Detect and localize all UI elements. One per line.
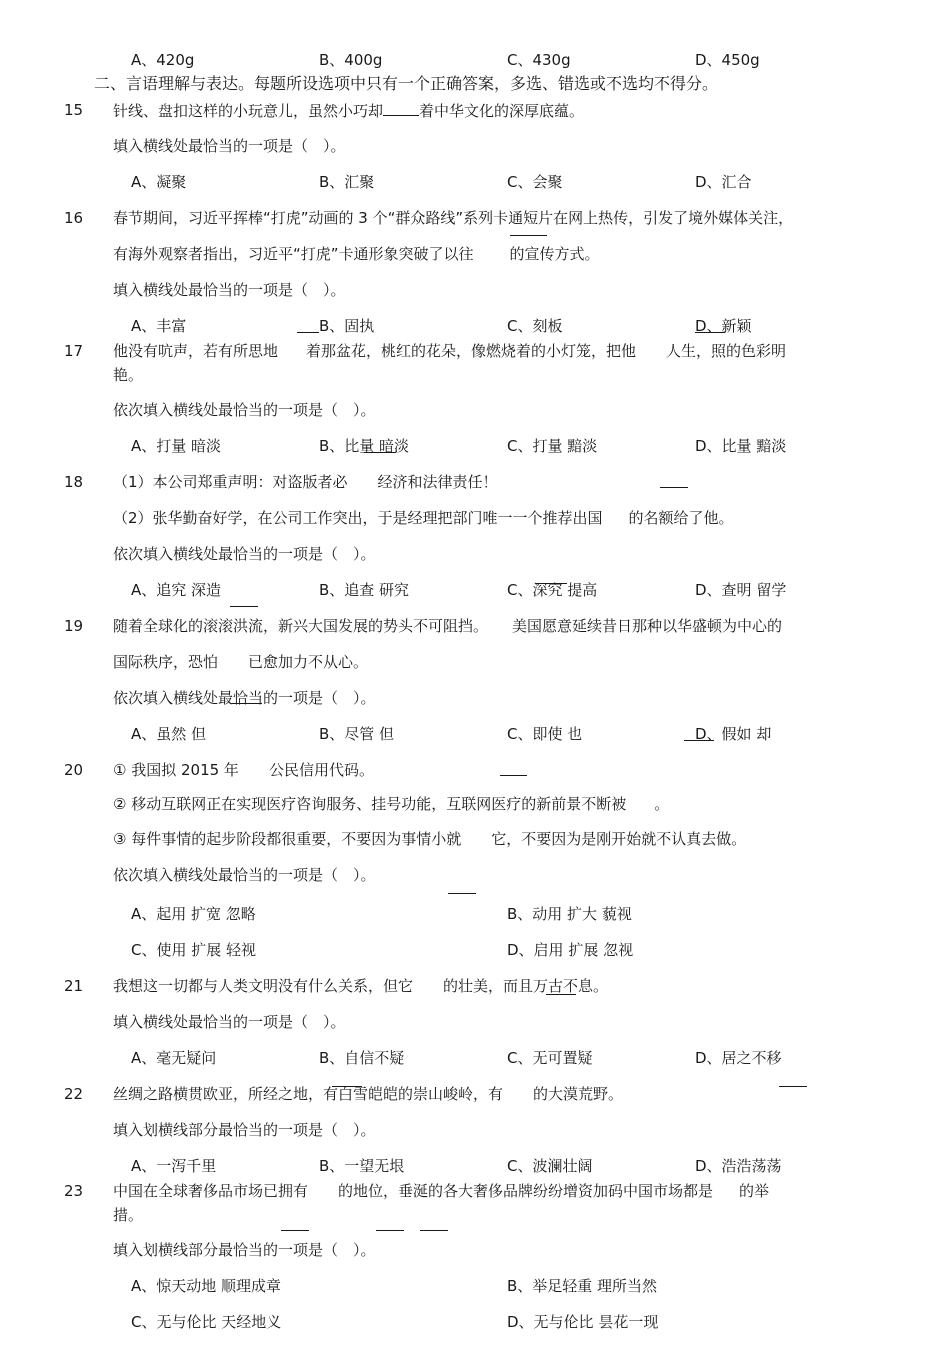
- q19-option-d: D、假如 却: [695, 725, 772, 743]
- q23-blank-line-2: [376, 1230, 404, 1231]
- q18-prompt: 依次填入横线处最恰当的一项是（ ）。: [113, 545, 376, 563]
- q14-option-d: D、450g: [695, 51, 760, 69]
- section-heading: 二、言语理解与表达。每题所设选项中只有一个正确答案，多选、错选或不选均不得分。: [94, 74, 719, 93]
- q19-prompt: 依次填入横线处最恰当的一项是（ ）。: [113, 689, 376, 707]
- q20-stem-line2: ② 移动互联网正在实现医疗咨询服务、挂号功能，互联网医疗的新前景不断被 。: [113, 795, 670, 813]
- q20-stem-line1: ① 我国拟 2015 年 公民信用代码。: [113, 761, 374, 779]
- q17-stem-line1: 他没有吭声，若有所思地 着那盆花，桃红的花朵，像燃烧着的小灯笼，把他 人生，照的色彩明: [113, 342, 787, 360]
- q15-number: 15: [64, 101, 84, 119]
- q20-prompt: 依次填入横线处最恰当的一项是（ ）。: [113, 866, 376, 884]
- q18-number: 18: [64, 473, 84, 491]
- q18-option-d: D、查明 留学: [695, 581, 787, 599]
- q19-stem-line2: 国际秩序，恐怕 已愈加力不从心。: [113, 653, 369, 671]
- q18-option-b: B、追查 研究: [319, 581, 410, 599]
- q15-option-d: D、汇合: [695, 173, 752, 191]
- q15-option-a: A、凝聚: [131, 173, 187, 191]
- q21-option-c: C、无可置疑: [507, 1049, 593, 1067]
- q23-option-c: C、无与伦比 天经地义: [131, 1313, 282, 1331]
- q19-option-c: C、即使 也: [507, 725, 583, 743]
- q18-stem-line1: （1）本公司郑重声明：对盗版者必 经济和法律责任！: [113, 473, 498, 491]
- q15-blank: [383, 101, 419, 116]
- q16-stem-line1: 春节期间，习近平挥棒“打虎”动画的 3 个“群众路线”系列卡通短片在网上热传，引发了境外媒体关注，: [113, 209, 794, 227]
- q21-mark-line: [546, 994, 576, 995]
- q16-mark-line-d: [695, 332, 725, 333]
- q16-number: 16: [64, 209, 84, 227]
- q15-option-c: C、会聚: [507, 173, 563, 191]
- q23-option-d: D、无与伦比 昙花一现: [507, 1313, 659, 1331]
- q21-stem: 我想这一切都与人类文明没有什么关系，但它 的壮美，而且万古不息。: [113, 977, 609, 995]
- q17-prompt: 依次填入横线处最恰当的一项是（ ）。: [113, 401, 376, 419]
- q22-option-c: C、波澜壮阔: [507, 1157, 593, 1175]
- q16-prompt: 填入横线处最恰当的一项是（ ）。: [113, 281, 346, 299]
- q22-prompt: 填入划横线部分最恰当的一项是（ ）。: [113, 1121, 376, 1139]
- q21-number: 21: [64, 977, 84, 995]
- q16-blank-line: [510, 235, 547, 236]
- q23-prompt: 填入划横线部分最恰当的一项是（ ）。: [113, 1241, 376, 1259]
- q17-option-d: D、比量 黯淡: [695, 437, 787, 455]
- q23-blank-line-1: [281, 1230, 309, 1231]
- q22-blank-line-top: [779, 1086, 807, 1087]
- q16-option-d: D、新颖: [695, 317, 752, 335]
- q20-option-b: B、动用 扩大 藐视: [507, 905, 632, 923]
- q15-prompt: 填入横线处最恰当的一项是（ ）。: [113, 137, 346, 155]
- q19-stem-line1: 随着全球化的滚滚洪流，新兴大国发展的势头不可阻挡。 美国愿意延续昔日那种以华盛顿为中心的: [113, 617, 783, 635]
- q22-stem: 丝绸之路横贯欧亚，所经之地，有白雪皑皑的崇山峻岭，有 的大漠荒野。: [113, 1085, 624, 1103]
- q20-stem-line3: ③ 每件事情的起步阶段都很重要，不要因为事情小就 它，不要因为是刚开始就不认真去做。: [113, 830, 747, 848]
- q19-number: 19: [64, 617, 84, 635]
- q22-mark-line: [332, 1086, 362, 1087]
- q16-option-c: C、刻板: [507, 317, 563, 335]
- q18-option-c: C、深究 提高: [507, 581, 598, 599]
- q19-mark-line: [232, 703, 262, 704]
- q23-number: 23: [64, 1182, 84, 1200]
- q18-mark-line-a: [230, 606, 258, 607]
- q17-option-c: C、打量 黯淡: [507, 437, 598, 455]
- q23-option-b: B、举足轻重 理所当然: [507, 1277, 658, 1295]
- q19-option-b: B、尽管 但: [319, 725, 395, 743]
- q17-mark-line: [364, 452, 396, 453]
- q23-blank-line-3: [420, 1230, 448, 1231]
- q17-number: 17: [64, 342, 84, 360]
- q23-stem-line1: 中国在全球奢侈品市场已拥有 的地位，垂涎的各大奢侈品牌纷纷增资加码中国市场都是 的举: [113, 1182, 770, 1200]
- q23-option-a: A、惊天动地 顺理成章: [131, 1277, 282, 1295]
- q21-option-d: D、居之不移: [695, 1049, 782, 1067]
- q16-stem-line2: 有海外观察者指出，习近平“打虎”卡通形象突破了以往 的宣传方式。: [113, 245, 600, 263]
- q21-prompt: 填入横线处最恰当的一项是（ ）。: [113, 1013, 346, 1031]
- q18-blank-line: [660, 487, 688, 488]
- q15-stem: 针线、盘扣这样的小玩意儿，虽然小巧却 着中华文化的深厚底蕴。: [113, 102, 585, 120]
- q19-option-a: A、虽然 但: [131, 725, 207, 743]
- q22-option-d: D、浩浩荡荡: [695, 1157, 782, 1175]
- q20-blank-line-1: [500, 775, 527, 776]
- q20-option-a: A、起用 扩宽 忽略: [131, 905, 256, 923]
- q16-mark-line-b: [297, 332, 319, 333]
- q17-option-b: B、比量 暗淡: [319, 437, 410, 455]
- q15-option-b: B、汇聚: [319, 173, 375, 191]
- q16-option-a: A、丰富: [131, 317, 187, 335]
- q20-number: 20: [64, 761, 84, 779]
- q20-blank-line-2: [448, 893, 476, 894]
- q21-option-a: A、毫无疑问: [131, 1049, 217, 1067]
- q18-option-a: A、追究 深造: [131, 581, 222, 599]
- q16-option-b: B、固执: [319, 317, 375, 335]
- q14-option-b: B、400g: [319, 51, 383, 69]
- q23-stem-line2: 措。: [113, 1206, 144, 1224]
- q19-mark-line-d: [684, 740, 714, 741]
- q21-option-b: B、自信不疑: [319, 1049, 405, 1067]
- q17-option-a: A、打量 暗淡: [131, 437, 222, 455]
- q14-option-c: C、430g: [507, 51, 571, 69]
- q22-option-b: B、一望无垠: [319, 1157, 405, 1175]
- q14-option-a: A、420g: [131, 51, 195, 69]
- q18-mark-line-c: [535, 583, 567, 584]
- q22-option-a: A、一泻千里: [131, 1157, 217, 1175]
- q18-stem-line2: （2）张华勤奋好学，在公司工作突出，于是经理把部门唯一一个推荐出国 的名额给了他。: [113, 509, 734, 527]
- q22-number: 22: [64, 1085, 84, 1103]
- q20-option-d: D、启用 扩展 忽视: [507, 941, 634, 959]
- q20-option-c: C、使用 扩展 轻视: [131, 941, 257, 959]
- q17-stem-line2: 艳。: [113, 366, 144, 384]
